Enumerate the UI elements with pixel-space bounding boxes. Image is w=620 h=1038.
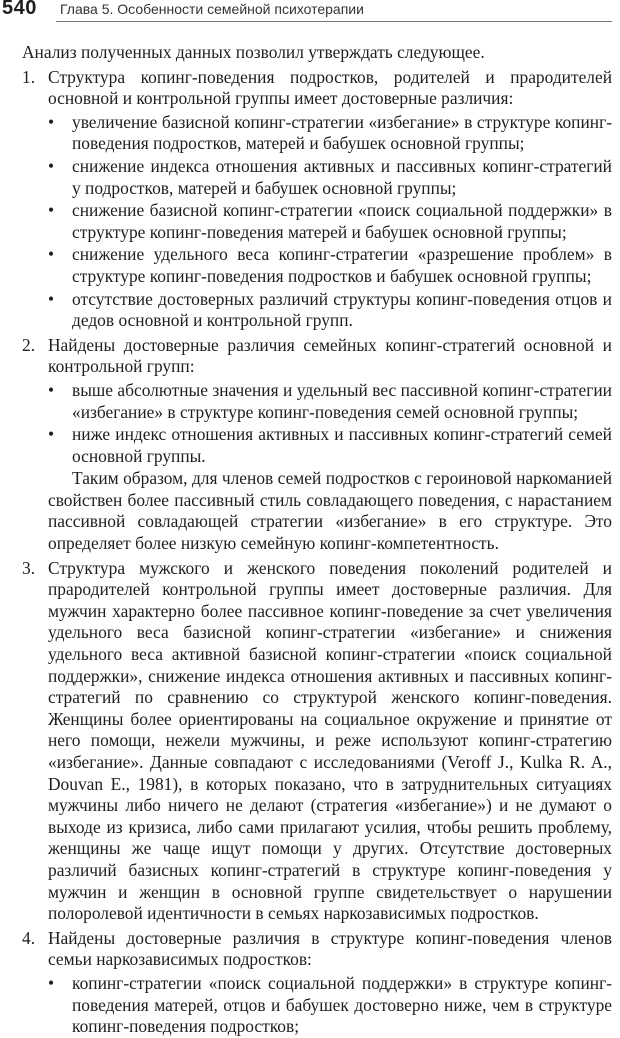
bullet-icon: •: [48, 155, 55, 176]
numbered-item-3: [22, 558, 612, 925]
bullet-list: [48, 973, 612, 1038]
item-number: 1.: [22, 66, 36, 87]
item-text: Структура копинг-поведения подростков, родителей и прародителей основной и контрольной группы имеет достоверные различия:: [48, 66, 612, 109]
list-item: • увеличение базисной копинг-стратегии «избегание» в структуре копинг-поведения подростков, матерей и бабушек основной группы;: [48, 111, 612, 154]
bullet-icon: •: [48, 424, 55, 445]
list-item: • ниже индекс отношения активных и пассивных копинг-стратегий семей основной группы.: [48, 424, 612, 466]
list-item: • выше абсолютные значения и удельный вес пассивной копинг-стратегии «избегание» в структуре копинг-поведения семей основной группы;: [48, 379, 612, 422]
summary-paragraph: Таким образом, для членов семей подростков с героиновой наркоманией свойствен более пассивный стиль совладающего поведения, с нарастанием пассивной совладающей стратегии «избегание» в его структуре. Это определяет более низкую семейную копинг-компетентность.: [48, 468, 612, 554]
item-number: 3.: [22, 557, 36, 578]
bullet-icon: •: [48, 288, 55, 309]
list-item: • отсутствие достоверных различий структуры копинг-поведения отцов и дедов основной и контрольной групп.: [48, 288, 612, 331]
bullet-list: [48, 380, 612, 467]
item-text: Найдены достоверные различия семейных копинг-стратегий основной и контрольной групп:: [48, 334, 612, 377]
numbered-item-2: [22, 335, 612, 555]
header-rule: [56, 21, 612, 22]
list-item: • копинг-стратегии «поиск социальной поддержки» в структуре копинг-поведения матерей, отцов и бабушек достоверно ниже, чем в структуре копинг-поведения подростков;: [48, 972, 612, 1037]
item-number: 2.: [22, 334, 36, 355]
list-item: • снижение базисной копинг-стратегии «поиск социальной поддержки» в структуре копинг-поведения матерей и бабушек основной группы;: [48, 200, 612, 242]
running-title: Глава 5. Особенности семейной психотерапии: [60, 1, 364, 17]
item-number: 4.: [22, 927, 36, 948]
list-item: • снижение индекса отношения активных и пассивных копинг-стратегий у подростков, матерей и бабушек основной группы;: [48, 155, 612, 198]
intro-paragraph: Анализ полученных данных позволил утверждать следующее.: [22, 42, 485, 62]
bullet-icon: •: [48, 379, 55, 400]
item-text: Структура мужского и женского поведения поколений родителей и прародителей контрольной группы имеет достоверные различия. Для мужчин характерно более пассивное копинг-поведение за счет увеличения удельного веса базисной копинг-стратегии «избегание» и снижения удельного веса активной базисной копинг-стратегии «поиск социальной поддержки», снижение индекса отношения активных и пассивных копинг-стратегий по сравнению со структурой женского копинг-поведения. Женщины более ориентированы на социальное окружение и принятие от него помощи, нежели мужчины, и реже используют копинг-стратегию «избегание». Данные совпадают с исследованиями (Veroff J., Kulka R. A., Douvan E., 1981), в которых показано, что в затруднительных ситуациях мужчины либо ничего не делают (стратегия «избегание») и не думают о выходе из кризиса, либо сами прилагают усилия, чтобы решить проблему, женщины же чаще ищут помощи у других. Отсутствие достоверных различий базисных копинг-стратегий в структуре копинг-поведения у мужчин и женщин в основной группе свидетельствует о нарушении полоролевой идентичности в семьях наркозависимых подростков.: [48, 557, 612, 924]
page-header: [0, 0, 620, 24]
bullet-icon: •: [48, 200, 55, 221]
bullet-icon: •: [48, 111, 55, 132]
numbered-item-1: [22, 67, 612, 332]
body-text: [22, 42, 612, 1038]
bullet-icon: •: [48, 244, 55, 265]
item-text: Найдены достоверные различия в структуре копинг-поведения членов семьи наркозависимых подростков:: [48, 927, 612, 970]
list-item: • снижение удельного веса копинг-стратегии «разрешение проблем» в структуре копинг-поведения подростков и бабушек основной группы;: [48, 244, 612, 286]
page-number: 540: [2, 0, 37, 19]
bullet-icon: •: [48, 972, 55, 993]
bullet-list: [48, 112, 612, 332]
numbered-item-4: [22, 928, 612, 1038]
